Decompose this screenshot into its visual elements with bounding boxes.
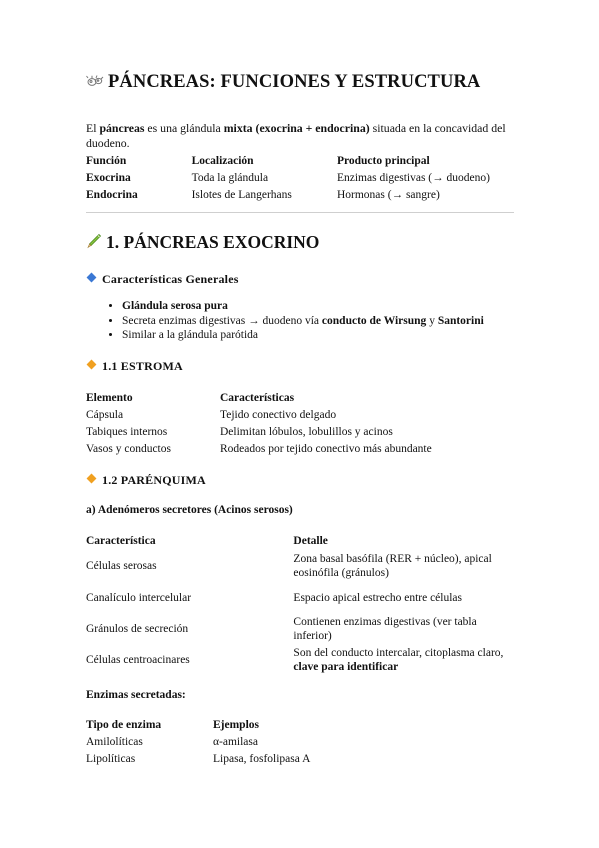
table-cell: Células centroacinares <box>86 653 190 666</box>
table-cell: Exocrina <box>86 171 131 184</box>
table-row <box>86 733 413 750</box>
list-item-text: y <box>426 314 438 327</box>
table-cell: Vasos y conductos <box>86 442 171 455</box>
horizontal-divider <box>86 212 514 213</box>
intro-text: es una glándula <box>144 120 224 135</box>
subsection-heading <box>86 359 183 374</box>
functions-table <box>86 152 516 203</box>
table-cell: Enzimas digestivas (→ duodeno) <box>336 171 490 184</box>
table-header: Producto principal <box>336 154 430 167</box>
list-item-text: Similar a la glándula parótida <box>122 329 259 341</box>
table-cell: Espacio apical estrecho entre células <box>293 591 463 604</box>
intro-bold-term: mixta (exocrina + endocrina) <box>223 120 370 135</box>
microbe-icon <box>86 73 104 94</box>
table-header: Ejemplos <box>213 718 259 731</box>
list-item <box>122 328 484 343</box>
table-cell: Hormonas (→ sangre) <box>336 188 440 201</box>
intro-bold-term: páncreas <box>99 120 145 135</box>
stroma-table <box>86 389 480 457</box>
table-cell: Delimitan lóbulos, lobulillos y acinos <box>220 425 393 438</box>
table-cell: Zona basal basófila (RER + núcleo), apical eosinófila (gránulos) <box>293 553 492 579</box>
orange-diamond-icon <box>87 360 97 370</box>
table-row <box>86 583 516 614</box>
orange-diamond-icon <box>87 474 97 484</box>
table-cell: Gránulos de secreción <box>86 622 189 635</box>
section-title: 1. PÁNCREAS EXOCRINO <box>106 232 320 252</box>
section-heading <box>86 232 319 253</box>
table-cell: Lipolíticas <box>86 752 136 765</box>
cell-bold-text: clave para identificar <box>293 660 399 673</box>
table-cell <box>293 645 516 676</box>
table-row <box>86 550 516 583</box>
list-item <box>122 314 484 329</box>
list-item-bold: Santorini <box>437 314 484 327</box>
table-row <box>86 406 480 423</box>
table-header: Función <box>86 154 127 167</box>
subsection-heading <box>86 272 239 287</box>
subsection-heading <box>86 473 206 488</box>
list-item-bold: conducto de Wirsung <box>321 314 427 327</box>
table-cell: Toda la glándula <box>191 171 269 184</box>
table-header: Tipo de enzima <box>86 718 162 731</box>
list-item <box>122 299 484 314</box>
table-header: Localización <box>191 154 254 167</box>
acini-table <box>86 533 516 676</box>
parenchyma-subheading: a) Adenómeros secretores (Acinos serosos) <box>86 504 293 516</box>
subsection-title: Características Generales <box>102 272 239 286</box>
test-tube-icon <box>86 233 102 249</box>
table-header: Elemento <box>86 391 133 404</box>
list-item-text: Secreta enzimas digestivas → duodeno vía <box>122 314 322 327</box>
table-header: Características <box>220 391 295 404</box>
page-title <box>86 72 480 94</box>
table-cell: Lipasa, fosfolipasa A <box>213 752 311 765</box>
enzymes-table <box>86 716 413 767</box>
table-row <box>86 614 516 645</box>
table-header-row <box>86 533 516 550</box>
table-cell: Canalículo intercelular <box>86 591 192 604</box>
table-row <box>86 440 480 457</box>
table-cell: Contienen enzimas digestivas (ver tabla inferior) <box>293 616 477 642</box>
table-cell: Islotes de Langerhans <box>191 188 292 201</box>
list-item-text: Glándula serosa pura <box>122 300 228 312</box>
table-cell: Células serosas <box>86 559 157 572</box>
enzymes-heading: Enzimas secretadas: <box>86 689 186 701</box>
table-cell: Cápsula <box>86 408 124 421</box>
table-cell: Amilolíticas <box>86 735 143 748</box>
subsection-title: 1.2 PARÉNQUIMA <box>102 473 206 487</box>
subsection-title: 1.1 ESTROMA <box>102 359 183 373</box>
cell-text: Son del conducto intercalar, citoplasma claro, <box>293 647 504 659</box>
intro-text: situada en la concavidad del duodeno. <box>86 120 506 150</box>
bullet-list <box>86 299 484 343</box>
table-cell: Tabiques internos <box>86 425 168 438</box>
table-cell: Endocrina <box>86 188 138 201</box>
blue-diamond-icon <box>87 273 97 283</box>
table-row <box>86 645 516 676</box>
title-text: PÁNCREAS: FUNCIONES Y ESTRUCTURA <box>108 72 481 92</box>
table-cell: Tejido conectivo delgado <box>220 408 337 421</box>
intro-paragraph <box>86 121 516 151</box>
table-row <box>86 423 480 440</box>
intro-text: El <box>86 120 100 135</box>
table-cell: α-amilasa <box>213 735 258 748</box>
table-cell: Rodeados por tejido conectivo más abundante <box>220 442 432 455</box>
table-header-row <box>86 152 516 169</box>
table-header-row <box>86 716 413 733</box>
table-row <box>86 186 516 203</box>
table-header: Detalle <box>293 534 328 547</box>
table-row <box>86 750 413 767</box>
table-row <box>86 169 516 186</box>
table-header-row <box>86 389 480 406</box>
table-header: Característica <box>86 534 156 547</box>
